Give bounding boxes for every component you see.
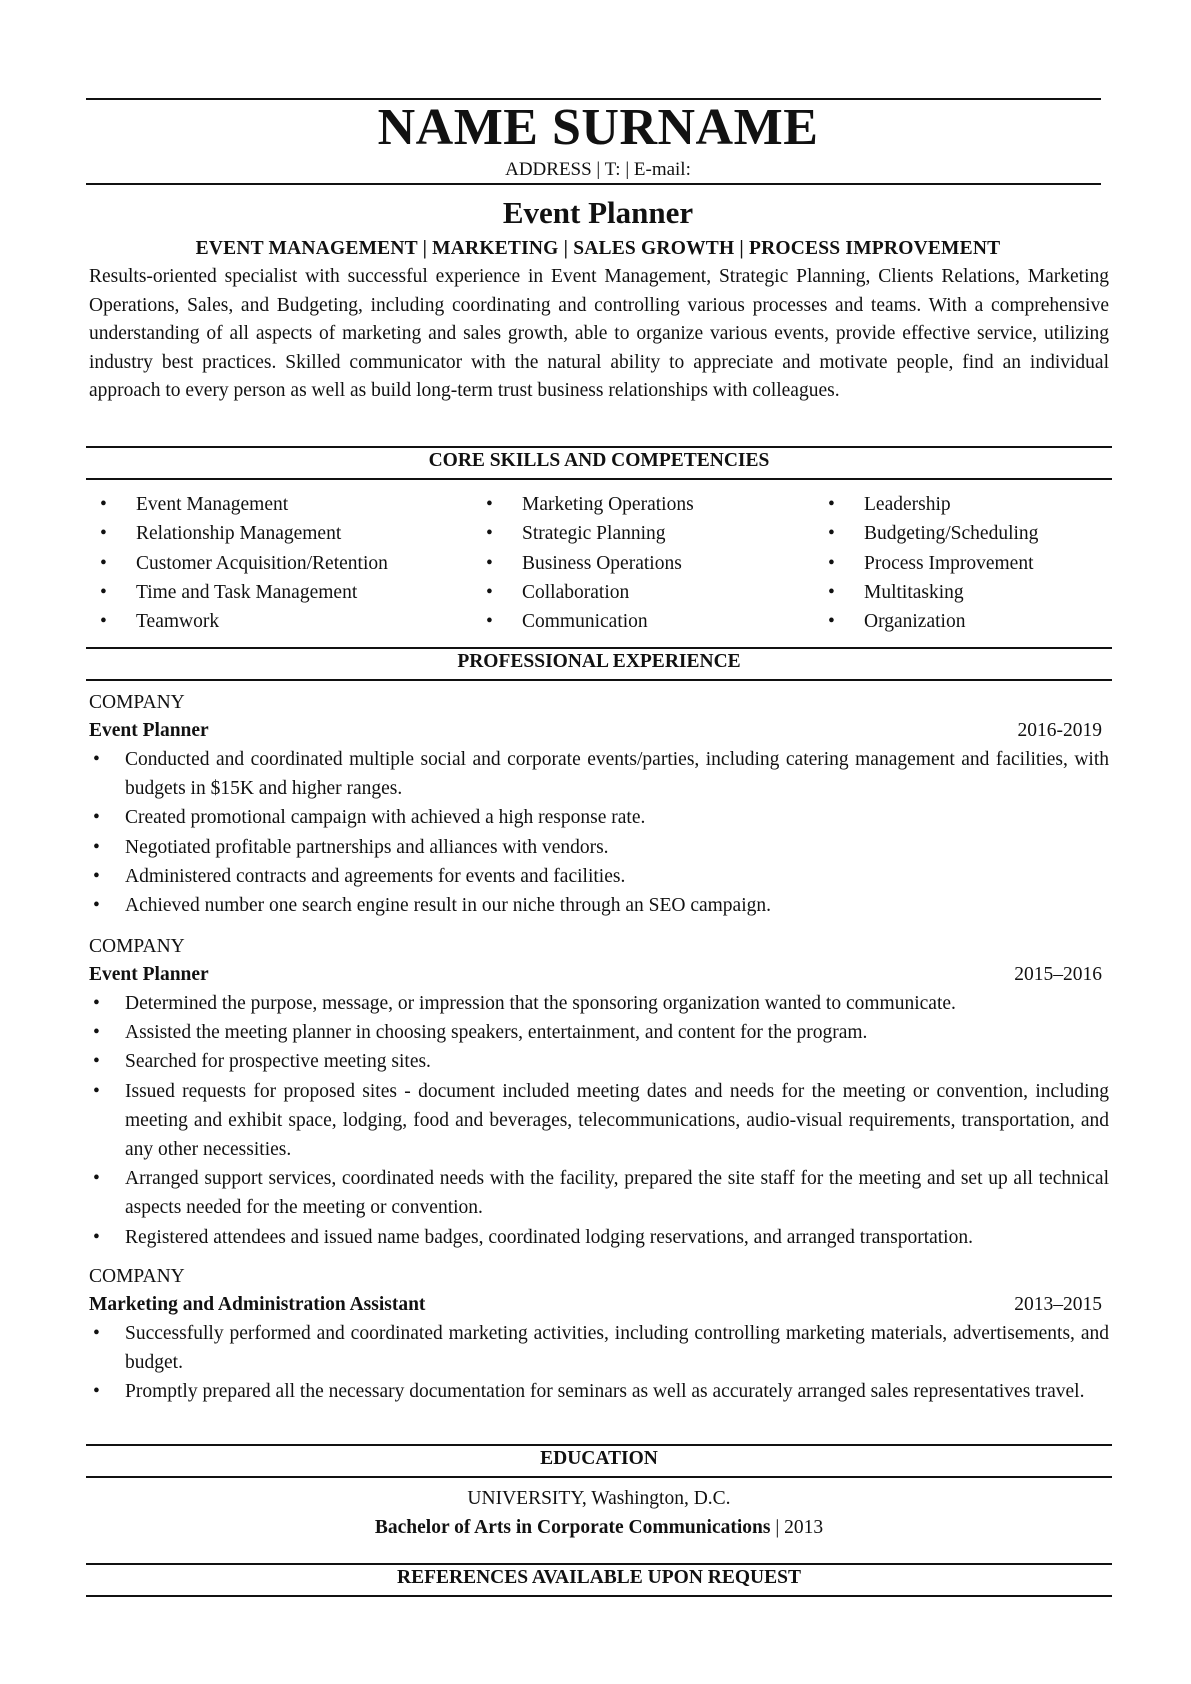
bullet-item: • Assisted the meeting planner in choosing speakers, entertainment, and content for the program. bbox=[89, 1018, 1109, 1047]
skills-heading: CORE SKILLS AND COMPETENCIES bbox=[428, 450, 770, 471]
role-dates: 2015–2016 bbox=[1014, 964, 1102, 985]
bullet-item: • Conducted and coordinated multiple social and corporate events/parties, including catering management and facilities, with budgets in $15K and higher ranges. bbox=[89, 745, 1109, 803]
keywords-line: EVENT MANAGEMENT | MARKETING | SALES GROWTH | PROCESS IMPROVEMENT bbox=[195, 238, 1001, 259]
skill-item: • Leadership bbox=[828, 490, 1038, 519]
education-heading: EDUCATION bbox=[540, 1448, 658, 1469]
skill-item: • Communication bbox=[486, 607, 694, 636]
role-title: Event Planner bbox=[89, 964, 209, 985]
degree-line bbox=[86, 1513, 1112, 1542]
achievement-list bbox=[89, 1319, 1109, 1407]
job-entry bbox=[89, 1263, 1109, 1407]
education-entry bbox=[86, 1484, 1112, 1542]
bullet-item: • Negotiated profitable partnerships and alliances with vendors. bbox=[89, 833, 1109, 862]
references-rule-bottom bbox=[86, 1595, 1112, 1597]
experience-heading: PROFESSIONAL EXPERIENCE bbox=[457, 651, 741, 672]
role-row bbox=[89, 1291, 1109, 1319]
skill-item: • Event Management bbox=[100, 490, 388, 519]
achievement-list bbox=[89, 989, 1109, 1252]
experience-rule-bottom bbox=[86, 679, 1112, 681]
degree-separator: | bbox=[775, 1517, 780, 1538]
bullet-item: • Searched for prospective meeting sites. bbox=[89, 1047, 1109, 1076]
company-name: COMPANY bbox=[89, 692, 185, 713]
skill-item: • Budgeting/Scheduling bbox=[828, 519, 1038, 548]
role-row bbox=[89, 717, 1109, 745]
skill-item: • Multitasking bbox=[828, 578, 1038, 607]
skill-item: • Business Operations bbox=[486, 549, 694, 578]
skill-item: • Teamwork bbox=[100, 607, 388, 636]
bullet-item: • Arranged support services, coordinated needs with the facility, prepared the site staff for the meeting and set up all technical aspects needed for the meeting or convention. bbox=[89, 1164, 1109, 1222]
bullet-item: • Determined the purpose, message, or impression that the sponsoring organization wanted to communicate. bbox=[89, 989, 1109, 1018]
skills-column-2 bbox=[486, 490, 694, 636]
bullet-item: • Achieved number one search engine result in our niche through an SEO campaign. bbox=[89, 891, 1109, 920]
role-title: Marketing and Administration Assistant bbox=[89, 1294, 426, 1315]
skill-item: • Customer Acquisition/Retention bbox=[100, 549, 388, 578]
bullet-item: • Successfully performed and coordinated marketing activities, including controlling marketing materials, advertisements, and budget. bbox=[89, 1319, 1109, 1377]
header-rule bbox=[86, 183, 1101, 185]
education-rule-bottom bbox=[86, 1476, 1112, 1478]
bullet-item: • Issued requests for proposed sites - document included meeting dates and needs for the meeting or convention, including meeting and exhibit space, lodging, food and beverages, telecommunications, audio-visual requirements, transportation, and any other necessities. bbox=[89, 1077, 1109, 1165]
skills-column-1 bbox=[100, 490, 388, 636]
company-name: COMPANY bbox=[89, 1266, 185, 1287]
role-title: Event Planner bbox=[89, 720, 209, 741]
bullet-item: • Created promotional campaign with achieved a high response rate. bbox=[89, 803, 1109, 832]
role-dates: 2013–2015 bbox=[1014, 1294, 1102, 1315]
job-entry bbox=[89, 933, 1109, 1252]
skill-item: • Organization bbox=[828, 607, 1038, 636]
skill-item: • Time and Task Management bbox=[100, 578, 388, 607]
role-row bbox=[89, 961, 1109, 989]
skills-rule-bottom bbox=[86, 478, 1112, 480]
summary-paragraph: Results-oriented specialist with successful experience in Event Management, Strategic Planning, Clients Relations, Marketing Operations, Sales, and Budgeting, including coordinating and controlling various processes and teams. With a comprehensive understanding of all aspects of marketing and sales growth, able to organize various events, provide effective service, utilizing industry best practices. Skilled communicator with the natural ability to appreciate and motivate people, find an individual approach to every person as well as build long-term trust business relationships with colleagues. bbox=[89, 266, 1109, 402]
company-name: COMPANY bbox=[89, 936, 185, 957]
contact-line: ADDRESS | T: | E-mail: bbox=[505, 159, 691, 180]
degree: Bachelor of Arts in Corporate Communications bbox=[374, 1517, 771, 1538]
skills-column-3 bbox=[828, 490, 1038, 636]
bullet-item: • Registered attendees and issued name badges, coordinated lodging reservations, and arranged transportation. bbox=[89, 1223, 1109, 1252]
candidate-name: NAME SURNAME bbox=[377, 99, 819, 156]
skill-item: • Marketing Operations bbox=[486, 490, 694, 519]
skill-item: • Collaboration bbox=[486, 578, 694, 607]
skill-item: • Relationship Management bbox=[100, 519, 388, 548]
bullet-item: • Administered contracts and agreements for events and facilities. bbox=[89, 862, 1109, 891]
skill-item: • Process Improvement bbox=[828, 549, 1038, 578]
bullet-item: • Promptly prepared all the necessary documentation for seminars as well as accurately arranged sales representatives travel. bbox=[89, 1377, 1109, 1406]
skill-item: • Strategic Planning bbox=[486, 519, 694, 548]
job-title: Event Planner bbox=[502, 195, 694, 230]
institution: UNIVERSITY, Washington, D.C. bbox=[467, 1488, 731, 1509]
achievement-list bbox=[89, 745, 1109, 920]
graduation-year: 2013 bbox=[784, 1517, 824, 1538]
role-dates: 2016-2019 bbox=[1017, 720, 1102, 741]
job-entry bbox=[89, 689, 1109, 920]
references-note: REFERENCES AVAILABLE UPON REQUEST bbox=[396, 1567, 801, 1588]
